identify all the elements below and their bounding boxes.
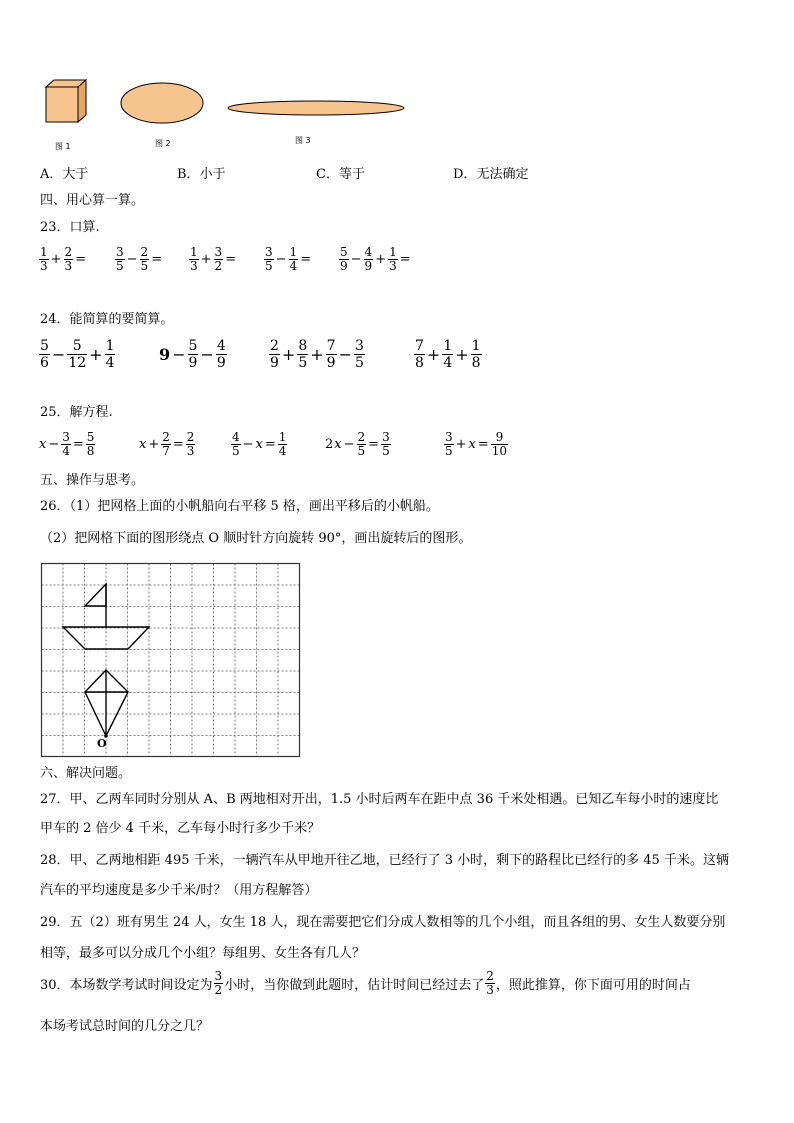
q29-line-2: 相等，最多可以分成几个小组？每组男、女生各有几人？ bbox=[40, 946, 366, 961]
q25-title: 25．解方程. bbox=[40, 405, 113, 420]
kite-shape bbox=[85, 670, 128, 736]
q30-line-1: 30．本场数学考试时间设定为 3 2 小时，当你做到此题时，估计时间已经过去了 2 3 ，照此推算，你下面可用的时间占 bbox=[40, 969, 691, 997]
q28-line-1: 28．甲、乙两地相距 495 千米，一辆汽车从甲地开往乙地，已经行了 3 小时，剩下的路程比已经行的多 45 千米。这辆 bbox=[40, 853, 729, 868]
q26-line-2: （2）把网格下面的图形绕点 O 顺时针方向旋转 90°，画出旋转后的图形。 bbox=[40, 531, 472, 546]
q27-line-1: 27．甲、乙两车同时分别从 A、B 两地相对开出，1.5 小时后两车在距中点 36 千米处相遇。已知乙车每小时的速度比 bbox=[40, 792, 719, 807]
q26-line-1: 26．（1）把网格上面的小帆船向右平移 5 格，画出平移后的小帆船。 bbox=[40, 499, 439, 514]
fig2-caption: 图 2 bbox=[155, 139, 171, 148]
option-a: A．大于 bbox=[40, 167, 89, 182]
sailboat-shape bbox=[63, 584, 149, 649]
q23-expr-5: 5 9 − $\frac{4}{9}$ + $\frac{1}{3}$ = bbox=[340, 245, 411, 273]
q23-title: 23．口算. bbox=[40, 220, 100, 235]
q25-expr-2: x + $\frac{2}{7}$ = $\frac{2}{3}$ bbox=[139, 430, 195, 458]
option-d: D．无法确定 bbox=[453, 167, 529, 182]
q23-expr-2: 3 5 − $\frac{2}{5}$ = bbox=[116, 245, 163, 273]
q25-expr-5: 3 5 + x = $\frac{9}{10}$ bbox=[445, 430, 508, 458]
q23-expr-4: 3 5 − $\frac{1}{4}$ = bbox=[265, 245, 312, 273]
q24-expr-4: 7 8 + $\frac{1}{4}$ + $\frac{1}{8}$ bbox=[415, 338, 481, 371]
point-o-label: O bbox=[97, 737, 107, 750]
q25-expr-4: 2 x − $\frac{2}{5}$ = $\frac{3}{5}$ bbox=[325, 430, 390, 458]
fig3-caption: 图 3 bbox=[295, 136, 311, 145]
q29-line-1: 29．五（2）班有男生 24 人，女生 18 人，现在需要把它们分成人数相等的几个小组，而且各组的男、女生人数要分别 bbox=[40, 915, 726, 930]
q25-expr-1: x − $\frac{3}{4}$ = $\frac{5}{8}$ bbox=[39, 430, 95, 458]
ellipse-shape bbox=[121, 83, 203, 123]
q28-line-2: 汽车的平均速度是多少千米/时？（用方程解答） bbox=[40, 883, 318, 898]
flat-ellipse-shape bbox=[228, 101, 404, 115]
q24-title: 24．能简算的要简算。 bbox=[40, 312, 174, 327]
figure-shapes bbox=[0, 70, 794, 140]
grid-figure bbox=[40, 562, 302, 760]
option-b: B．小于 bbox=[177, 167, 226, 182]
q27-line-2: 甲车的 2 倍少 4 千米，乙车每小时行多少千米？ bbox=[40, 821, 321, 836]
q24-expr-1: 5 6 − $\frac{5}{12}$ + $\frac{1}{4}$ bbox=[40, 338, 115, 371]
q24-expr-3: 2 9 + $\frac{8}{5}$ + $\frac{7}{9}$ − $\frac{3}{5}$ bbox=[270, 338, 364, 371]
fig1-caption: 图 1 bbox=[55, 142, 71, 151]
section-5-heading: 五、操作与思考。 bbox=[40, 473, 145, 488]
q23-expr-1: 1 3 + $\frac{2}{3}$ = bbox=[40, 245, 87, 273]
option-c: C．等于 bbox=[316, 167, 365, 182]
cube-shape bbox=[46, 80, 86, 122]
q23-expr-3: 1 3 + $\frac{3}{2}$ = bbox=[190, 245, 237, 273]
q25-expr-3: 4 5 − x = $\frac{1}{4}$ bbox=[232, 430, 287, 458]
q24-expr-2: 9 − $\frac{5}{9}$ − $\frac{4}{9}$ bbox=[159, 338, 226, 371]
section-6-heading: 六、解决问题。 bbox=[40, 766, 132, 781]
section-4-heading: 四、用心算一算。 bbox=[40, 193, 145, 208]
q30-line-2: 本场考试总时间的几分之几？ bbox=[40, 1019, 210, 1034]
